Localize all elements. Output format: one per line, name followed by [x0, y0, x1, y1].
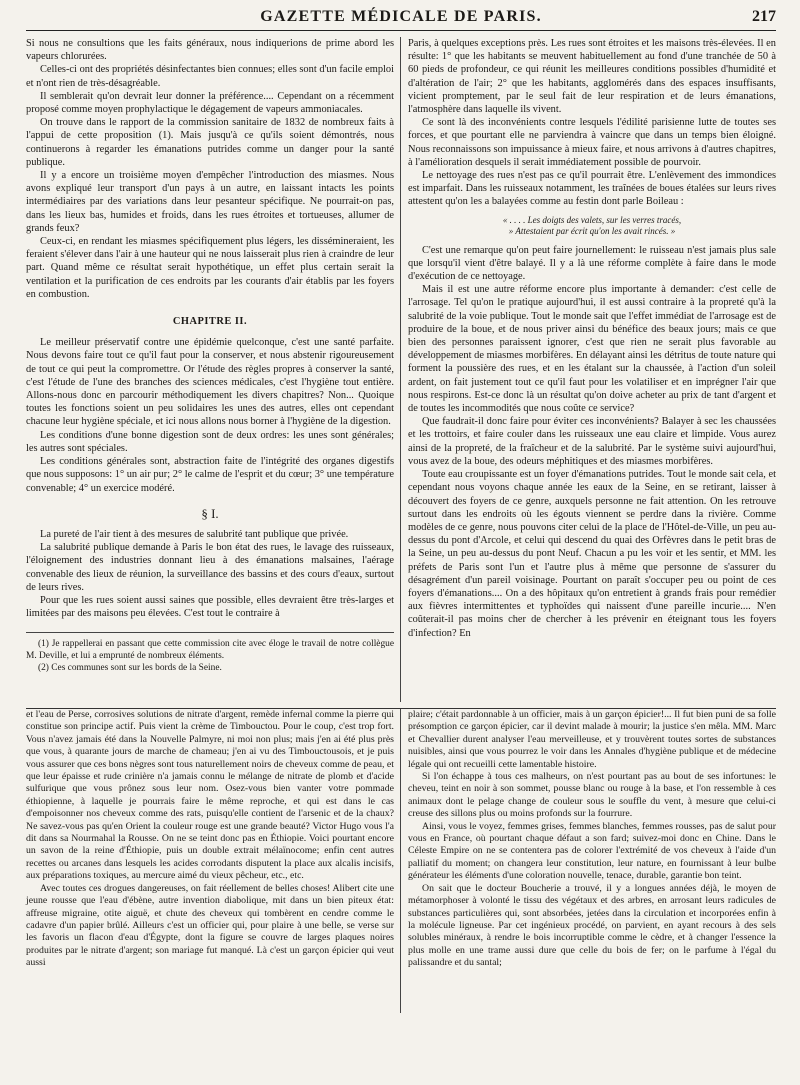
- paragraph: Toute eau croupissante est un foyer d'émanations putrides. Tout le monde sait cela, et cependant nous voyons chaque année les eaux de la Seine, en se retirant, laisser à découvert des foyers de ce genre, auxquels personne ne fait attention. On les retrouve surtout dans les endroits où les égouts viennent se perdre dans la rivière. Comme modèles de ce genre, nous pouvons citer celui de la place de l'Hôtel-de-Ville, un peu au-dessus du pont d'Arcole, et celui qui descend du quai des Orfèvres dans le petit bras de la Seine, un peu au-dessus du pont Neuf. Chacun a pu les voir et les sentir, et MM. les préfets de Paris sont l'un et l'autre plus à même que personne de s'assurer du désagrément d'un pareil voisinage. Pourtant on paraît s'occuper peu ou point de ces foyers d'émanations.... On a des hôpitaux qu'on entretient à grands frais pour remédier aux fièvres intermittentes et typhoïdes qui naissent d'une pareille incurie.... N'en coûterait-il pas moins cher de chercher à les prévenir en éteignant tous les foyers d'infection? En: [408, 469, 776, 639]
- paragraph: Les conditions d'une bonne digestion sont de deux ordres: les unes sont générales; les autres sont spéciales.: [26, 429, 394, 454]
- main-article: [26, 37, 776, 702]
- page-header: [26, 4, 776, 31]
- paragraph: Ce sont là des inconvénients contre lesquels l'édilité parisienne lutte de toutes ses forces, et que pourtant elle ne parviendra à vaincre que dans un temps bien éloigné. Nous reconnaissons son impuissance à mieux faire, et nous arrivons à d'autres chapitres, à l'amélioration desquels il serait immédiatement possible de pourvoir.: [408, 117, 776, 168]
- paragraph: plaire; c'était pardonnable à un officier, mais à un garçon épicier!... Il fut bien puni de sa folle présomption ce garçon épicier, car il devint malade à mourir; la justice s'en mêla. MM. Marc et Chevallier durent analyser l'eau merveilleuse, et y trouvèrent toutes sortes de substances nuisibles, ainsi que vous pourrez le voir dans les Annales d'hygiène publique et de médecine légale qui ont recueilli cette lamentable histoire.: [408, 709, 776, 770]
- feuilleton-right-column: [408, 709, 776, 970]
- journal-title: GAZETTE MÉDICALE DE PARIS.: [260, 8, 542, 25]
- left-column: [26, 37, 394, 674]
- paragraph: Il y a encore un troisième moyen d'empêcher l'introduction des miasmes. Nous avons expliqué leur transport d'un pays à un autre, en laissant intacts les points intermédiaires par des variations dans leur pesanteur spécifique. Ne pourrait-on pas, dans les lieux bas, humides et froids, dans les rues étroites et tortueuses, allumer de grands feux?: [26, 170, 394, 234]
- footnote: (1) Je rappellerai en passant que cette commission cite avec éloge le travail de notre collègue M. Deville, et lui a emprunté de nombreux éléments.: [26, 639, 394, 662]
- paragraph: Si l'on échappe à tous ces malheurs, on n'est pourtant pas au bout de ses infortunes: le cheveu, teint en noir à son sommet, pousse blanc ou rouge à la base, et l'on ressemble à ces animaux dont le pelage change de couleur sous le souffle du vent, à mesure que celui-ci creuse des sillons plus ou moins profonds sur la fourrure.: [408, 771, 776, 820]
- paragraph: La salubrité publique demande à Paris le bon état des rues, le lavage des ruisseaux, l'éloignement des industries donnant lieu à des émanations malsaines, l'aérage convenable des lieux de réunion, la surveillance des bassins et des cours d'eaux, surtout de leurs rives.: [26, 542, 394, 593]
- feuilleton-left-column: [26, 709, 394, 970]
- page-number: 217: [752, 8, 776, 25]
- right-column: [408, 37, 776, 640]
- column-divider: [400, 37, 401, 702]
- paragraph: C'est une remarque qu'on peut faire journellement: le ruisseau n'est jamais plus sale que lorsqu'il vient d'être balayé. Il y a là une réforme complète à faire dans le mode d'exécution de ce nettoyage.: [408, 244, 776, 283]
- quote-line: « . . . . Les doigts des valets, sur les verres tracés,: [502, 214, 682, 225]
- paragraph: Si nous ne consultions que les faits généraux, nous indiquerions de prime abord les vapeurs chlorurées.: [26, 38, 394, 63]
- paragraph: Que faudrait-il donc faire pour éviter ces inconvénients? Balayer à sec les chaussées et les trottoirs, et faire couler dans les ruisseaux une eau claire et limpide. Vous aurez ainsi de la propreté, de la fraîcheur et de la salubrité. Par le système suivi aujourd'hui, vous avez de la boue, des odeurs méphitiques et des miasmes morbifères.: [408, 416, 776, 467]
- feuilleton-section: [26, 708, 776, 1013]
- paragraph: Le nettoyage des rues n'est pas ce qu'il pourrait être. L'enlèvement des immondices est imparfait. Dans les ruisseaux notamment, les traînées de boues étalées sur leurs rives attestent qu'on les a balayées comme au festin dont parle Boileau :: [408, 170, 776, 208]
- quote-line: » Attestaient par écrit qu'on les avait rincés. »: [508, 226, 676, 237]
- verse-quote: [408, 215, 776, 238]
- paragraph: Celles-ci ont des propriétés désinfectantes bien connues; elles sont d'un facile emploi et n'ont rien de très-désagréable.: [26, 64, 394, 89]
- paragraph: et l'eau de Perse, corrosives solutions de nitrate d'argent, remède infernal comme la pierre qui constitue son principe actif. Puis vient la crème de Timbouctou. Pour le coup, c'est trop fort. Vous n'avez jamais été dans la Nouvelle Palmyre, ni moi non plus; mais j'en ai été plus près que vous, à quarante jours de marche de chameau; j'en ai vu des Timbouctousois, et je puis vous assurer que ces bons nègres sont tous naturellement noirs de cheveux comme de peau, et que leur épaisse et rude crinière n'a jamais connu le mélange de nitrate de plomb et d'acide sulfurique que vous prônez sous leur nom. Osez-vous bien vanter votre pommade éthiopienne, à laquelle je pourrais faire le même reproche, et qui est dans le cas d'empoisonner nos cheveux comme des rats, puisqu'elle contient de l'arsenic et de la chaux? Ne savez-vous pas qu'en Orient la couleur rouge est une grande beauté? Victor Hugo vous l'a dit dans sa Nourmahal la Rousse. On ne se teint donc pas en Éthiopie. Voici pourtant encore un savon de la reine d'Éthiopie, puis un double extrait mélaïnocome; enfin cent autres recettes ou arcanes dans lesquels les acides corrodants disputent la place aux alcalis incisifs, aux préparations toxiques, au mercure aimé du vieux pêcheur, etc., etc.: [26, 709, 394, 882]
- paragraph: Il semblerait qu'on devrait leur donner la préférence.... Cependant on a récemment proposé comme moyen prophylactique le dégagement de vapeurs ammoniacales.: [26, 90, 394, 116]
- paragraph: Mais il est une autre réforme encore plus importante à demander: c'est celle de l'arrosage. Tel qu'on le pratique aujourd'hui, il est aussi contraire à la propreté qu'à la salubrité de la voie publique. Tout le monde sait que l'effet immédiat de l'arrosage est de produire de la boue, et de nous priver ainsi du bénéfice des beaux jours; mais ce que bien des personnes paraissent ignorer, c'est que rien ne serait plus favorable au développement de miasmes morbifères. En délayant ainsi les détritus de toute nature qui forment la poussière des rues, et en les étalant sur la chaussée, à l'action d'un soleil ardent, on fait justement tout ce qu'il faut pour les volatiliser et en imprégner l'air que nous respirons. Est-ce donc là un résultat qu'on doive acheter au prix de tant d'argent et de toutes les incommodités que nous coûte ce service?: [408, 284, 776, 415]
- paragraph: Les conditions générales sont, abstraction faite de l'intégrité des organes digestifs que nous supposons: 1° un air pur; 2° le calme de l'esprit et du cœur; 3° une température convenable; 4° un exercice modéré.: [26, 456, 394, 494]
- paragraph: Ceux-ci, en rendant les miasmes spécifiquement plus légers, les dissémineraient, les feraient s'élever dans l'air à une hauteur qui ne nous laisserait plus rien à craindre de leur part. Quand même ce résultat serait hypothétique, un effet plus certain serait la ventilation et la purification de ces endroits par les courants d'air établis par les foyers en combustion.: [26, 236, 394, 300]
- paragraph: On trouve dans le rapport de la commission sanitaire de 1832 de nombreux faits à l'appui de cette proposition (1). Mais jusqu'à ce qu'ils soient démontrés, nous continuerons à regarder les émanations putrides comme un danger pour la santé publique.: [26, 117, 394, 168]
- paragraph: Le meilleur préservatif contre une épidémie quelconque, c'est une santé parfaite. Nous devons faire tout ce qu'il faut pour la conserver, et nous abstenir rigoureusement de tout ce qui peut la compromettre. Or l'étude des règles propres à conserver la santé, c'est l'étude de l'une des branches des sciences médicales, c'est l'hygiène tout entière. Allons-nous donc en parcourir méthodiquement les divers chapitres? Non... Quoique toutes les fonctions soient un peu solidaires les unes des autres, elles ont cependant chacune leur hygiène spéciale, et ici nous allons nous borner à l'hygiène de la digestion.: [26, 337, 394, 428]
- section-heading: § I.: [201, 505, 219, 521]
- paragraph: Avec toutes ces drogues dangereuses, on fait réellement de belles choses! Alibert cite une jeune rousse que l'eau d'ébène, autre invention diabolique, mit dans un bien piteux état: affreuse migraine, otite aiguë, et chute des cheveux qui tombèrent en cendre comme le cadavre d'un papier brûlé. Ailleurs c'est un officier qui, pour plaire à une belle, se verse sur les favoris un flacon d'eau d'Égypte, dont la figure se couvre de larges plaques noires produites par le nitrate d'argent; son mariage fut manqué. Là c'est un garçon épicier qui veut aussi: [26, 882, 394, 969]
- chapter-heading: CHAPITRE II.: [172, 316, 248, 328]
- paragraph: Ainsi, vous le voyez, femmes grises, femmes blanches, femmes rousses, pas de salut pour vous en France, où pourtant chaque défaut a son fard; suivez-moi donc en Chine. Dans le Céleste Empire on ne se contentera pas de colorer l'extrémité de vos cheveux à l'aide d'un palliatif du moment; on changera leur constitution, leur nature, en fournissant à leur bulbe générateur les éléments d'une coloration nouvelle, tenace, durable, garantie bon teint.: [408, 820, 776, 882]
- paragraph: Pour que les rues soient aussi saines que possible, elles devraient être très-larges et limitées par des maisons peu élevées. C'est tout le contraire à: [26, 594, 394, 620]
- column-divider: [400, 709, 401, 1013]
- paragraph: On sait que le docteur Boucherie a trouvé, il y a longues années déjà, le moyen de métamorphoser à volonté le tissu des végétaux et des arbres, en arrosant leurs radicules de substances particulières qui, sont absorbées, jetées dans la circulation et incorporées enfin à la molécule ligneuse. Par cet ingénieux procédé, on parvient, en ayant recours à des sels solubles minéraux, à rendre le bois incorruptible comme le cèdre, et à changer l'essence la plus molle en une trame aussi dure que celle du bois de fer; on le parfume à l'égal du palissandre et du santal;: [408, 882, 776, 969]
- footnotes: [26, 632, 394, 674]
- footnote: (2) Ces communes sont sur les bords de la Seine.: [38, 663, 222, 674]
- paragraph: La pureté de l'air tient à des mesures de salubrité tant publique que privée.: [40, 528, 349, 540]
- paragraph: Paris, à quelques exceptions près. Les rues sont étroites et les maisons très-élevées. Il en résulte: 1° que les habitants se meuvent habituellement au fond d'une tranchée de 50 à 60 pieds de profondeur, ce qui réunit les meilleures conditions possibles d'humidité et d'altération de l'air; 2° que les habitants, agglomérés dans des espaces insuffisants, vicient promptement, par le seul fait de leur respiration et de leurs émanations, l'atmosphère dans laquelle ils vivent.: [408, 38, 776, 116]
